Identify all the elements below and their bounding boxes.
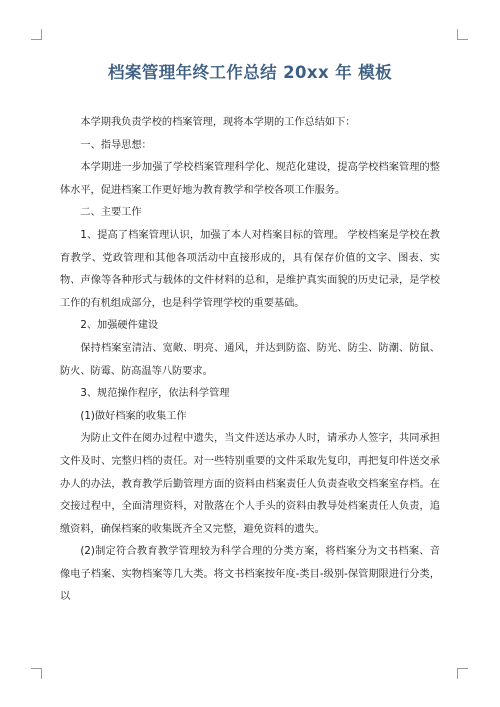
paragraph-classification: (2)制定符合教育教学管理较为科学合理的分类方案，将档案分为文书档案、音像电子档案、实物档案等几大类。将文书档案按年度-类目-级别-保管期限进行分类，以 — [60, 546, 440, 603]
document-body — [60, 112, 440, 609]
paragraph-main-work-1: 1、提高了档案管理认识，加强了本人对档案目标的管理。 学校档案是学校在教育教学、党政管理和其他各项活动中直接形成的，具有保存价值的文字、图表、实物、声像等各种形式与载体的文件材料的总和，是维护真实面貌的历史记录，是学校工作的有机组成部分，也是科学管理学校的重要基础。 — [60, 229, 440, 309]
crop-mark-bottom-left — [31, 668, 42, 679]
document-title: 档案管理年终工作总结 20xx 年 模板 — [108, 63, 392, 82]
paragraph-intro: 本学期我负责学校的档案管理，现将本学期的工作总结如下： — [80, 117, 356, 128]
paragraph-guiding-thought: 本学期进一步加强了学校档案管理科学化、规范化建设，提高学校档案管理的整体水平，促进档案工作更好地为教育教学和学校各项工作服务。 — [60, 162, 440, 196]
heading-guiding-thought: 一、指导思想： — [80, 139, 152, 151]
paragraph-hardware: 保持档案室清洁、宽敞、明亮、通风，并达到防盗、防光、防尘、防潮、防鼠、防火、防霉、防高温等八防要求。 — [60, 342, 440, 377]
heading-procedures: 3、规范操作程序，依法科学管理 — [80, 388, 230, 400]
heading-collection: (1)做好档案的收集工作 — [80, 410, 187, 422]
heading-main-work: 二、主要工作 — [80, 207, 142, 219]
crop-mark-top-left — [31, 29, 42, 40]
paragraph-collection: 为防止文件在阅办过程中遗失，当文件送达承办人时，请承办人签字，共同承担文件及时、完整归档的责任。对一些特别重要的文件采取先复印，再把复印件送交承办人的办法，教育教学后勤管理方面的资料由档案责任人负责查收交档案室存档。在交接过程中，全面清理资料，对散落在个人手头的资料由教导处档案责任人负责，追缴资料，确保档案的收集既齐全又完整，避免资料的遗失。 — [60, 433, 440, 535]
crop-mark-top-right — [457, 29, 468, 40]
crop-mark-bottom-right — [457, 668, 468, 679]
heading-hardware: 2、加强硬件建设 — [80, 320, 159, 332]
